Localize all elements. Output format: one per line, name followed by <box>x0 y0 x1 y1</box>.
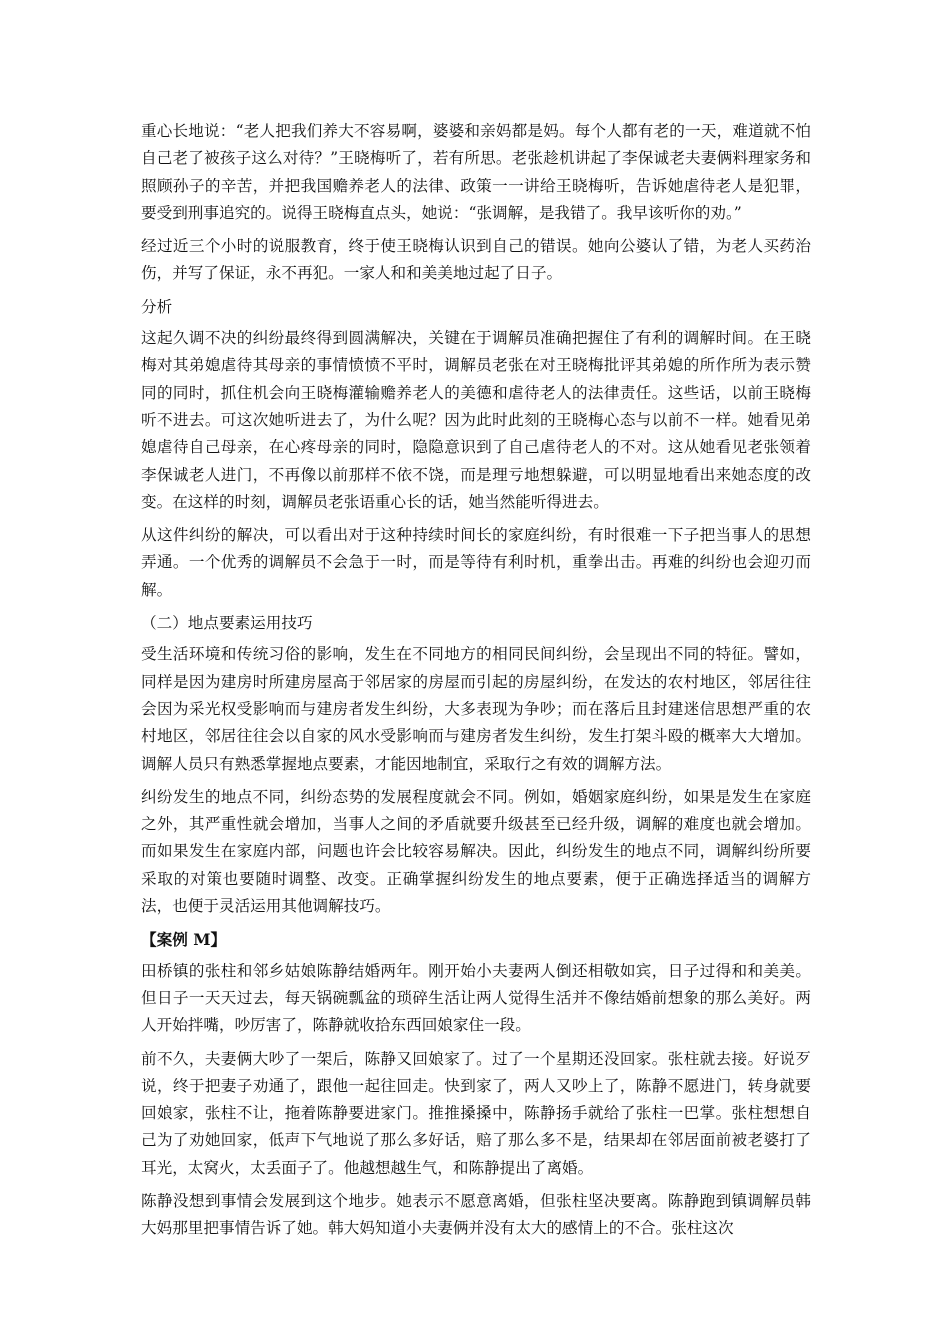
paragraph-outcome: 经过近三个小时的说服教育，终于使王晓梅认识到自己的错误。她向公婆认了错，为老人买药治伤，并写了保证，永不再犯。一家人和和美美地过起了日子。 <box>141 237 811 283</box>
paragraph-location-environment: 受生活环境和传统习俗的影响，发生在不同地方的相同民间纠纷，会呈现出不同的特征。譬如，同样是因为建房时所建房屋高于邻居家的房屋而引起的房屋纠纷，在发达的农村地区，邻居往往会因为采光权受影响而与建房者发生纠纷，大多表现为争吵；而在落后且封建迷信思想严重的农村地区，邻居往往会以自家的风水受影响而与建房者发生纠纷，发生打架斗殴的概率大大增加。调解人员只有熟悉掌握地点要素，才能因地制宜，采取行之有效的调解方法。 <box>141 645 811 773</box>
paragraph-persuasion-quote: 重心长地说：“老人把我们养大不容易啊，婆婆和亲妈都是妈。每个人都有老的一天，难道就不怕自己老了被孩子这么对待？”王晓梅听了，若有所思。老张趁机讲起了李保诚老夫妻俩料理家务和照顾孙子的辛苦，并把我国赡养老人的法律、政策一一讲给王晓梅听，告诉她虐待老人是犯罪，要受到刑事追究的。说得王晓梅直点头，她说：“张调解，是我错了。我早该听你的劝。” <box>141 122 811 222</box>
paragraph-location-severity: 纠纷发生的地点不同，纠纷态势的发展程度就会不同。例如，婚姻家庭纠纷，如果是发生在家庭之外，其严重性就会增加，当事人之间的矛盾就要升级甚至已经升级，调解的难度也就会增加。而如果发生在家庭内部，问题也许会比较容易解决。因此，纠纷发生的地点不同，调解纠纷所要采取的对策也要随时调整、改变。正确掌握纠纷发生的地点要素，便于正确选择适当的调解方法，也便于灵活运用其他调解技巧。 <box>141 787 811 916</box>
paragraph-case-mediator: 陈静没想到事情会发展到这个地步。她表示不愿意离婚，但张柱坚决要离。陈静跑到镇调解员韩大妈那里把事情告诉了她。韩大妈知道小夫妻俩并没有太大的感情上的不合。张柱这次 <box>141 1191 811 1238</box>
paragraph-case-background: 田桥镇的张柱和邻乡姑娘陈静结婚两年。刚开始小夫妻两人倒还相敬如宾，日子过得和和美美。但日子一天天过去，每天锅碗瓢盆的琐碎生活让两人觉得生活并不像结婚前想象的那么美好。两人开始拌嘴，吵厉害了，陈静就收拾东西回娘家住一段。 <box>141 961 811 1035</box>
paragraph-analysis: 这起久调不决的纠纷最终得到圆满解决，关键在于调解员准确把握住了有利的调解时间。在王晓梅对其弟媳虐待其母亲的事情愤愤不平时，调解员老张在对王晓梅批评其弟媳的所作所为表示赞同的同时，抓住机会向王晓梅灌输赡养老人的美德和虐待老人的法律责任。这些话，以前王晓梅听不进去。可这次她听进去了，为什么呢？因为此时此刻的王晓梅心态与以前不一样。她看见弟媳虐待自己母亲，在心疼母亲的同时，隐隐意识到了自己虐待老人的不对。这从她看见老张领着李保诚老人进门，不再像以前那样不依不饶，而是理亏地想躲避，可以明显地看出来她态度的改变。在这样的时刻，调解员老张语重心长的话，她当然能听得进去。 <box>141 329 811 511</box>
heading-case-m: 【案例 M】 <box>141 930 227 950</box>
paragraph-case-quarrel: 前不久，夫妻俩大吵了一架后，陈静又回娘家了。过了一个星期还没回家。张柱就去接。好说歹说，终于把妻子劝通了，跟他一起往回走。快到家了，两人又吵上了，陈静不愿进门，转身就要回娘家，张柱不让，拖着陈静要进家门。推推搡搡中，陈静扬手就给了张柱一巴掌。张柱想想自己为了劝她回家，低声下气地说了那么多好话，赔了那么多不是，结果却在邻居面前被老婆打了耳光，太窝火，太丢面子了。他越想越生气，和陈静提出了离婚。 <box>141 1049 811 1177</box>
heading-location-technique: （二）地点要素运用技巧 <box>141 614 313 633</box>
heading-analysis: 分析 <box>141 297 173 316</box>
paragraph-lesson: 从这件纠纷的解决，可以看出对于这种持续时间长的家庭纠纷，有时很难一下子把当事人的思想弄通。一个优秀的调解员不会急于一时，而是等待有利时机，重拳出击。再难的纠纷也会迎刃而解。 <box>141 526 811 599</box>
document-body <box>141 118 811 1249</box>
